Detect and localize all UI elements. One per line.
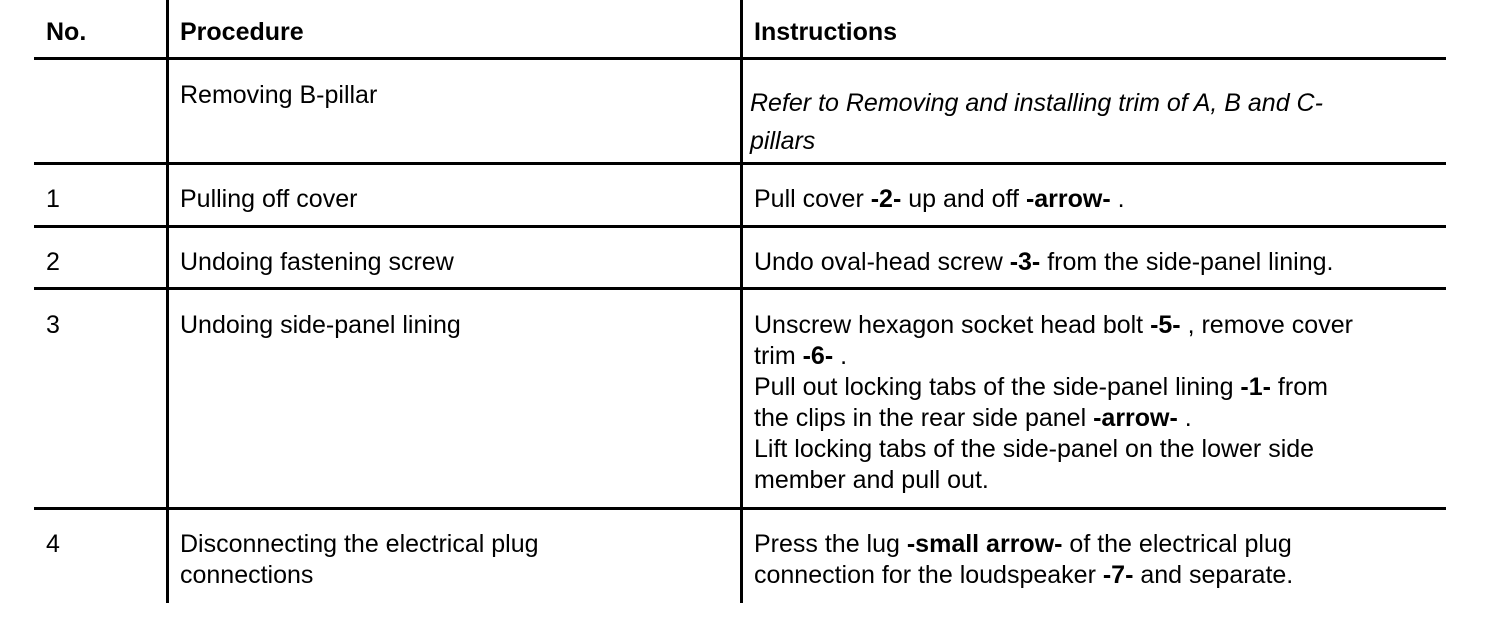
reference-label: -arrow- (1025, 185, 1111, 213)
reference-label: -small arrow- (906, 530, 1063, 558)
reference-label: -5- (1150, 311, 1181, 339)
column-divider-no-procedure (166, 0, 169, 603)
procedure-line: Disconnecting the electrical plug (180, 530, 539, 558)
instruction-text: connection for the loudspeaker (754, 561, 1103, 589)
row-divider (34, 507, 1446, 510)
instruction-text: . (833, 342, 848, 370)
row-divider (34, 162, 1446, 165)
instruction-text: Pull cover (754, 185, 871, 213)
header-divider (34, 57, 1446, 60)
instruction-text: up and off (901, 185, 1026, 213)
row-divider (34, 225, 1446, 228)
row-procedure (180, 80, 377, 111)
header-procedure: Procedure (180, 18, 304, 46)
reference-label: -arrow- (1093, 404, 1178, 432)
instruction-text: . (1110, 185, 1125, 213)
row-number: 4 (46, 530, 60, 558)
instruction-text: pillars (750, 127, 816, 155)
instruction-line (754, 434, 1434, 465)
row-instruction (750, 84, 1430, 160)
instruction-line (754, 247, 1434, 278)
row-divider (34, 287, 1446, 290)
procedure-table (34, 0, 1446, 603)
procedure-line: Undoing side-panel lining (180, 311, 461, 339)
reference-label: -6- (802, 342, 834, 370)
procedure-line: Pulling off cover (180, 185, 358, 213)
instruction-line (750, 122, 1430, 160)
instruction-text: Pull out locking tabs of the side-panel lining (754, 373, 1241, 401)
row-instruction (754, 247, 1434, 278)
instruction-text: the clips in the rear side panel (754, 404, 1094, 432)
instruction-text: from the side-panel lining. (1040, 248, 1334, 276)
instruction-text: Press the lug (754, 530, 907, 558)
instruction-line (754, 403, 1434, 434)
row-number: 1 (46, 185, 60, 213)
row-number: 2 (46, 248, 60, 276)
row-instruction (754, 529, 1434, 591)
instruction-text: , remove cover (1180, 311, 1353, 339)
instruction-text: member and pull out. (754, 466, 989, 494)
reference-label: -7- (1102, 561, 1134, 589)
header-no: No. (46, 18, 87, 46)
column-divider-procedure-instructions (740, 0, 743, 603)
row-instruction (754, 184, 1434, 215)
instruction-line (754, 529, 1434, 560)
row-procedure (180, 529, 539, 591)
instruction-text: and separate. (1133, 561, 1294, 589)
instruction-line (754, 310, 1434, 341)
instruction-text: Lift locking tabs of the side-panel on the lower side (754, 435, 1315, 463)
instruction-text: of the electrical plug (1062, 530, 1292, 558)
row-number: 3 (46, 311, 60, 339)
procedure-line: connections (180, 561, 314, 589)
reference-label: -1- (1240, 373, 1271, 401)
reference-label: -3- (1009, 248, 1041, 276)
reference-label: -2- (870, 185, 902, 213)
instruction-line (754, 372, 1434, 403)
instruction-text: . (1177, 404, 1192, 432)
instruction-text: trim (754, 342, 803, 370)
procedure-line: Undoing fastening screw (180, 248, 454, 276)
instruction-line (754, 341, 1434, 372)
row-instruction (754, 310, 1434, 496)
instruction-line (754, 560, 1434, 591)
instruction-text: Undo oval-head screw (754, 248, 1010, 276)
instruction-line (750, 84, 1430, 122)
instruction-text: Refer to Removing and installing trim of A, B and C- (750, 89, 1323, 117)
header-instructions: Instructions (754, 18, 898, 46)
instruction-text: Unscrew hexagon socket head bolt (754, 311, 1151, 339)
row-procedure (180, 247, 454, 278)
row-procedure (180, 310, 461, 341)
procedure-line: Removing B-pillar (180, 81, 378, 109)
instruction-text: from (1270, 373, 1328, 401)
instruction-line (754, 184, 1434, 215)
instruction-line (754, 465, 1434, 496)
row-procedure (180, 184, 357, 215)
